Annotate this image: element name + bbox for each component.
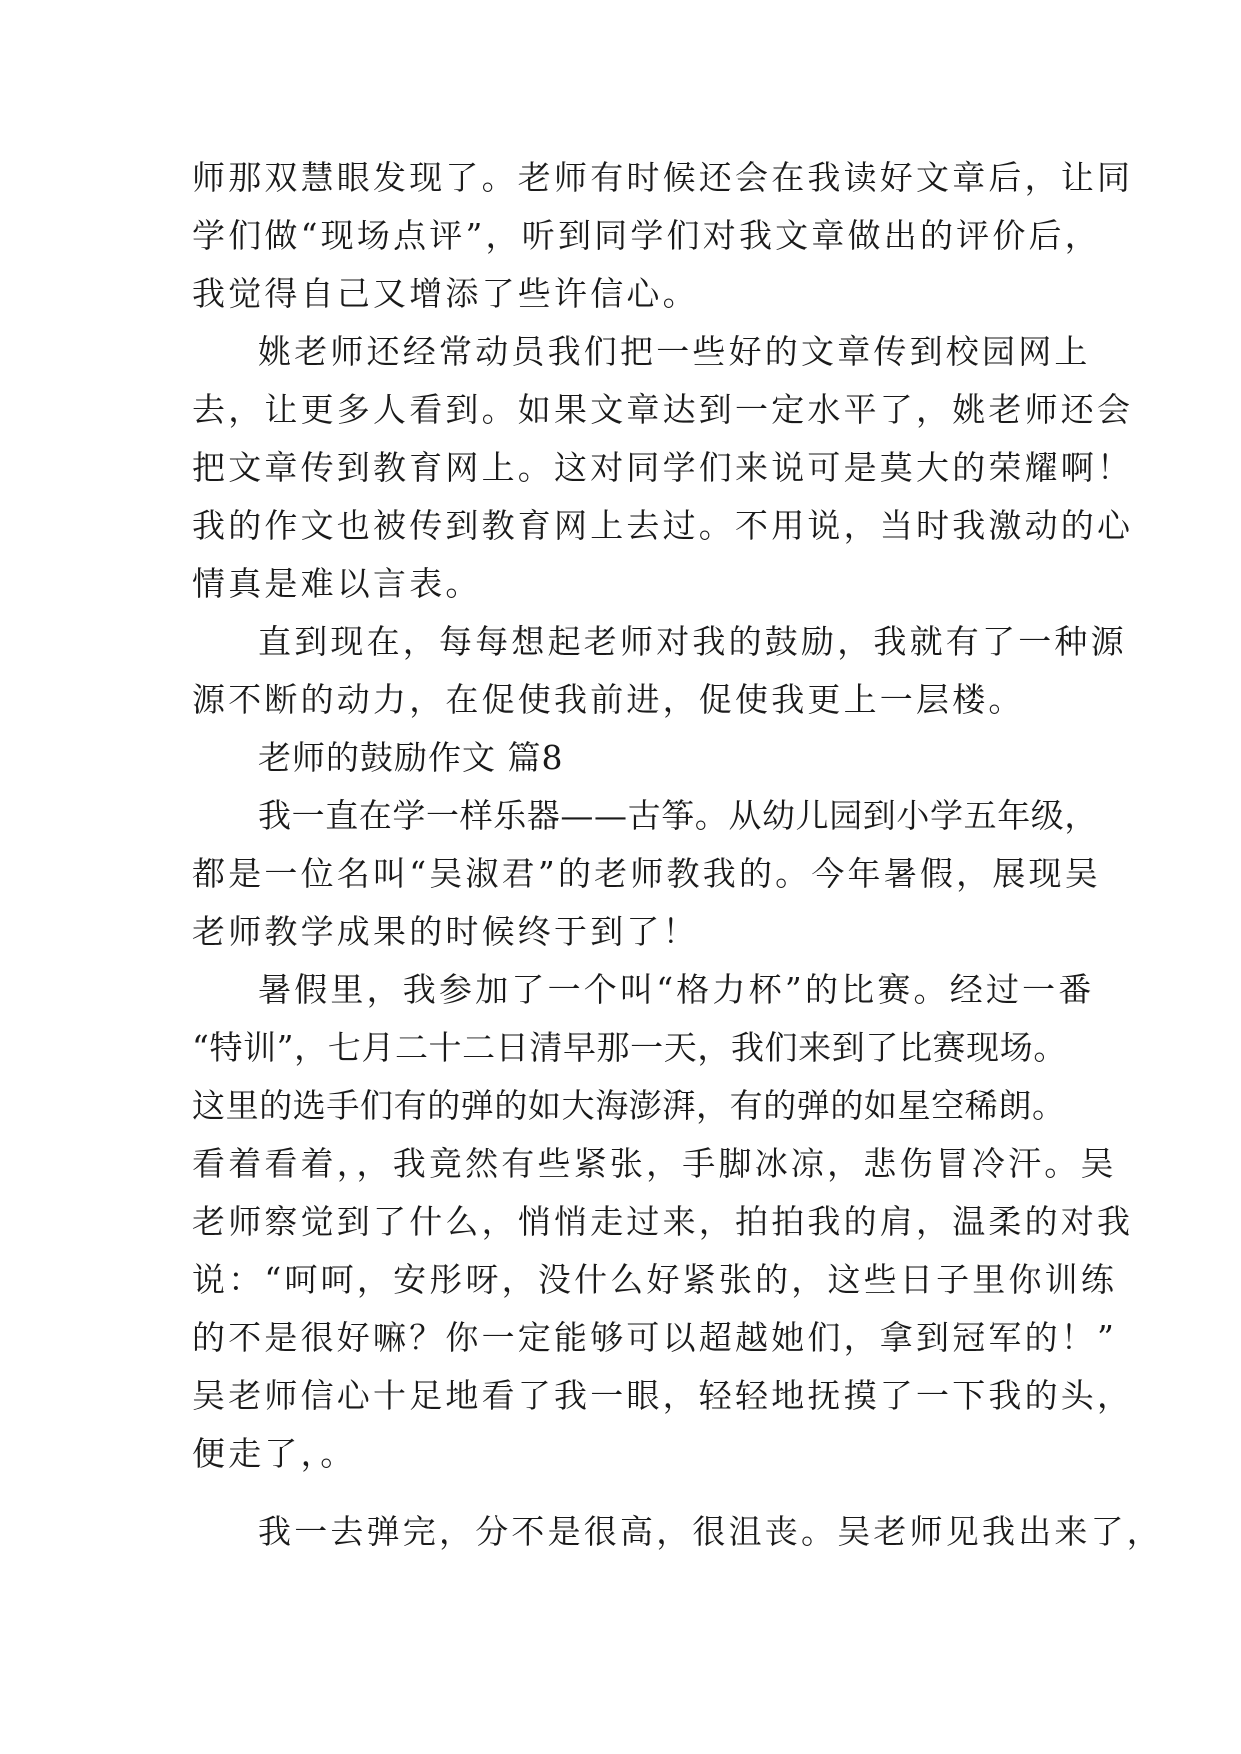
text-line: 便走了，。 bbox=[192, 1434, 357, 1473]
text-line: 看着看着，，我竟然有些紧张，手脚冰凉，悲伤冒冷汗。吴 bbox=[192, 1144, 1117, 1183]
text-line: 学们做“现场点评”，听到同学们对我文章做出的评价后， bbox=[192, 216, 1101, 255]
text-line: 情真是难以言表。 bbox=[192, 564, 482, 603]
text-line: 去，让更多人看到。如果文章达到一定水平了，姚老师还会 bbox=[192, 390, 1134, 429]
paragraph-first-line: 暑假里，我参加了一个叫“格力杯”的比赛。经过一番 bbox=[258, 970, 1095, 1009]
text-line: 都是一位名叫“吴淑君”的老师教我的。今年暑假，展现吴 bbox=[192, 854, 1101, 893]
text-line: 的不是很好嘛？你一定能够可以超越她们，拿到冠军的！” bbox=[192, 1318, 1118, 1357]
text-line: 吴老师信心十足地看了我一眼，轻轻地抚摸了一下我的头， bbox=[192, 1376, 1134, 1415]
paragraph-first-line: 我一直在学一样乐器——古筝。从幼儿园到小学五年级， bbox=[258, 796, 1098, 835]
text-line: 我的作文也被传到教育网上去过。不用说，当时我激动的心 bbox=[192, 506, 1134, 545]
text-line: 师那双慧眼发现了。老师有时候还会在我读好文章后，让同 bbox=[192, 158, 1134, 197]
text-line: “特训”，七月二十二日清早那一天，我们来到了比赛现场。 bbox=[192, 1028, 1067, 1067]
text-line: 这里的选手们有的弹的如大海澎湃，有的弹的如星空稀朗。 bbox=[192, 1086, 1066, 1125]
text-line: 老师教学成果的时候终于到了！ bbox=[192, 912, 699, 951]
paragraph-first-line: 直到现在，每每想起老师对我的鼓励，我就有了一种源 bbox=[258, 622, 1127, 661]
text-line: 老师察觉到了什么，悄悄走过来，拍拍我的肩，温柔的对我 bbox=[192, 1202, 1134, 1241]
paragraph-first-line: 姚老师还经常动员我们把一些好的文章传到校园网上 bbox=[258, 332, 1091, 371]
text-line: 我觉得自己又增添了些许信心。 bbox=[192, 274, 699, 313]
text-line: 说：“呵呵，安彤呀，没什么好紧张的，这些日子里你训练 bbox=[192, 1260, 1118, 1299]
text-line: 源不断的动力，在促使我前进，促使我更上一层楼。 bbox=[192, 680, 1025, 719]
paragraph-first-line: 我一去弹完，分不是很高，很沮丧。吴老师见我出来了， bbox=[258, 1512, 1163, 1551]
section-heading: 老师的鼓励作文 篇8 bbox=[258, 738, 564, 777]
text-line: 把文章传到教育网上。这对同学们来说可是莫大的荣耀啊！ bbox=[192, 448, 1134, 487]
